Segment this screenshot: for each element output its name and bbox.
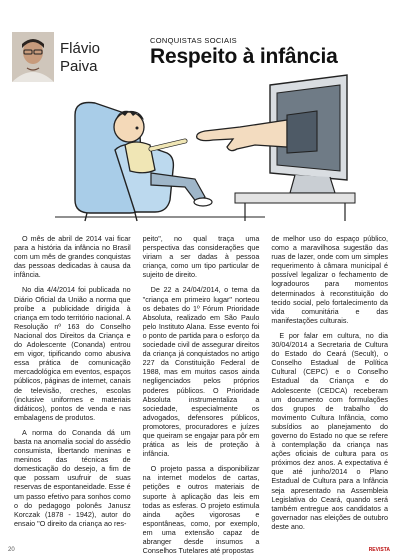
column-2 bbox=[142, 234, 260, 556]
page-number: 20 bbox=[8, 547, 15, 553]
paragraph: E por falar em cultura, no dia 30/04/2014 a Secretaria de Cultura do Estado do Ceará (Secult), o Conselho Estadual de Política Cultural (CEPC) e o Conselho Estadual da Criança e do Adolescente (CEDCA) receberam um documento com formulações dos grupos de trabalho do movimento Cultura Infância, como subsídios ao planejamento do governo do Estado no que se refere à contemplação da criança nas ações oficiais de cultura para os próximos dez anos. A expectativa é que até junho/2014 o Plano Estadual de Cultura para a Infância seja apresentado na Assembleia Legislativa do Ceará, quando será também entregue aos candidatos a governador nas eleições de outubro deste ano. bbox=[271, 330, 389, 531]
paragraph: A norma do Conanda dá um basta na anomalia social do assédio consumista, libertando meninas e meninos das técnicas de domesticação do desejo, a fim de que possam usufruir de suas reservas de espontaneidade. Esse é um passo efetivo para sonhos como o do pedagogo polonês Janusz Korczak (1878 - 1942), autor do ensaio "O direito da criança ao res- bbox=[14, 427, 131, 528]
pointing-hand-icon bbox=[197, 111, 317, 153]
cartoon-illustration bbox=[55, 75, 355, 225]
article-title: Respeito à infância bbox=[150, 45, 338, 68]
paragraph: de melhor uso do espaço público, como a maravilhosa sugestão das ruas de lazer, onde com um simples requerimento à câmara municipal é possível legalizar o fechamento de logradouros para momentos determinados à reconstituição do tecido social, pelo fortalecimento da vida comunitária e das manifestações culturais. bbox=[271, 234, 389, 325]
paragraph: De 22 a 24/04/2014, o tema da "criança em primeiro lugar" norteou os debates do 1º Fórum Prioridade Absoluta, realizado em São Paulo pelo Instituto Alana. Esse evento foi o ponto de partida para o esforço da sociedade civil de assegurar direitos da criança já conquistados no artigo 227 da Constituição Federal de 1988, mas em muitos casos ainda negligenciados pelos próprios poderes públicos. O Prioridade Absoluta instrumentaliza a sociedade, especialmente os advogados, defensores públicos, promotores, procuradores e juízes que queiram se engajar para pôr em prática as leis de proteção à infância. bbox=[142, 285, 260, 459]
column-1 bbox=[14, 234, 131, 544]
paragraph: O projeto passa a disponibilizar na internet modelos de cartas, petições e outros materiais de suporte à aplicação das leis em todas as esferas. O projeto estimula ainda ações vigorosas e espontâneas, como, por exemplo, em uma extensão capaz de abranger desde insumos a Conselhos Tutelares até propostas bbox=[142, 464, 260, 556]
section-label: CONQUISTAS SOCIAIS bbox=[150, 36, 237, 45]
magazine-brand: REVISTA bbox=[368, 547, 390, 553]
paragraph: No dia 4/4/2014 foi publicada no Diário Oficial da União a norma que proíbe a publicidade dirigida à criança em todo território nacional. A Resolução nº 163 do Conselho Nacional dos Direitos da Criança e do Adolescente (Conanda) entrou em vigor, tipificando como abusiva essa prática de comunicação mercadológica em eventos, espaços públicos, páginas de internet, canais de televisão, creches, escolas (inclusive uniformes e materiais didáticos), pontos de venda e nas embalagens de produtos. bbox=[14, 285, 131, 422]
column-3 bbox=[271, 234, 388, 544]
paragraph: O mês de abril de 2014 vai ficar para a história da infância no Brasil com um mês de grandes conquistas das pessoas dedicadas à causa da infância. bbox=[14, 234, 131, 280]
author-photo bbox=[12, 32, 54, 82]
paragraph: peito", no qual traça uma perspectiva das considerações que viriam a ser dadas à pessoa criança, como um tipo particular de sujeito de direito. bbox=[142, 234, 260, 280]
author-last-name: Paiva bbox=[60, 58, 98, 75]
author-name bbox=[60, 40, 100, 76]
author-first-name: Flávio bbox=[60, 40, 101, 57]
